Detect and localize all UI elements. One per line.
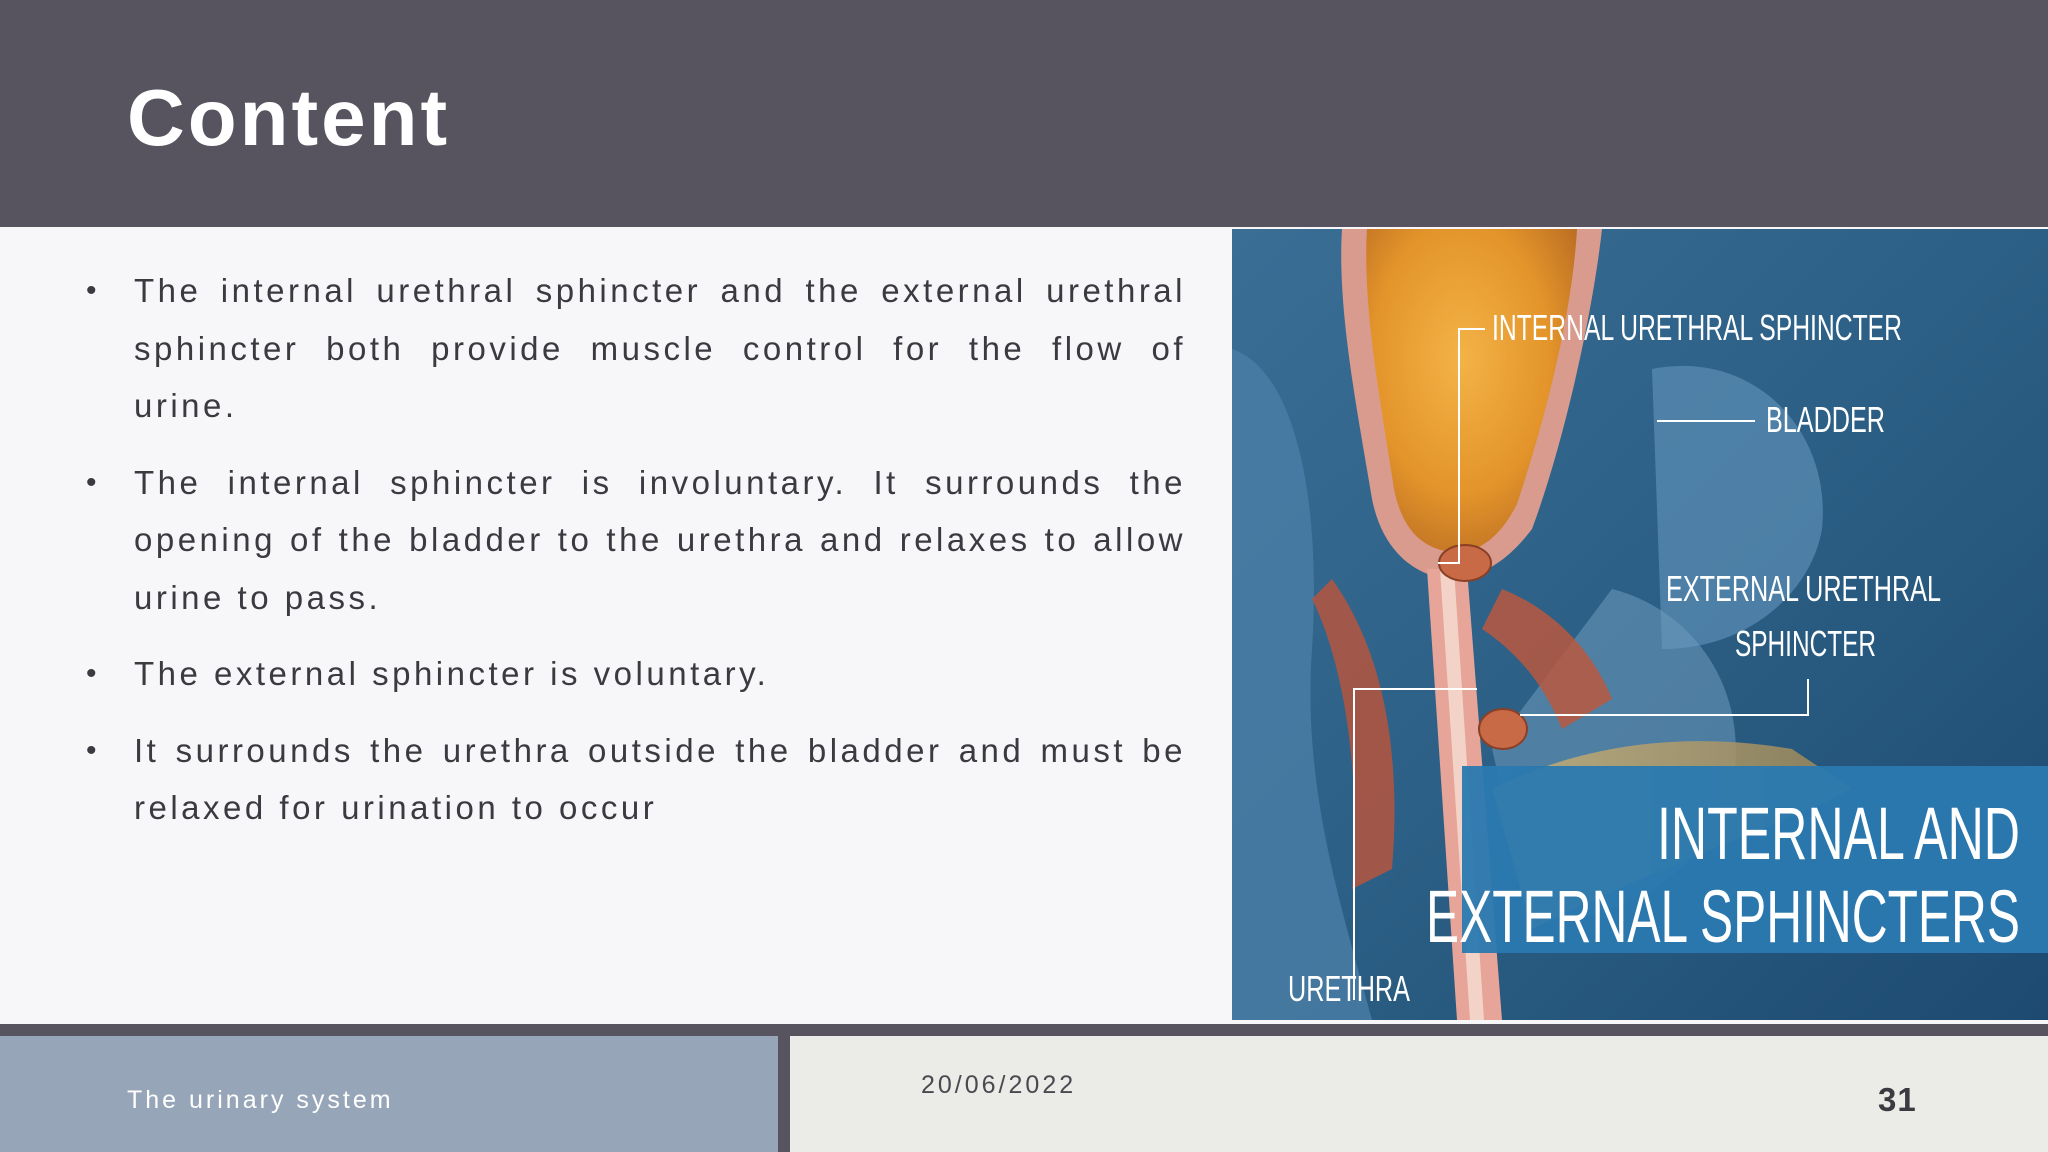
sphincter-diagram	[1232, 229, 2048, 1020]
banner-title-line2: EXTERNAL SPHINCTERS	[1426, 875, 2020, 958]
urethra-label: URETHRA	[1288, 968, 1410, 1009]
bullet-item: • The external sphincter is voluntary.	[86, 645, 1186, 703]
bullet-item: • It surrounds the urethra outside the bladder and must be relaxed for urination to occur	[86, 722, 1186, 837]
page-number: 31	[1878, 1081, 1917, 1118]
footer-presentation-title: The urinary system	[127, 1086, 394, 1114]
internal-sphincter-label: INTERNAL URETHRAL SPHINCTER	[1492, 307, 1902, 348]
footer-date: 20/06/2022	[921, 1071, 1077, 1099]
bullet-item: • The internal sphincter is involuntary. It surrounds the opening of the bladder to the urethra and relaxes to allow urine to pass.	[86, 454, 1186, 627]
bullet-item: • The internal urethral sphincter and the external urethral sphincter both provide muscle control for the flow of urine.	[86, 262, 1186, 435]
slide-title: Content	[127, 73, 451, 162]
external-sphincter-marker	[1479, 709, 1527, 749]
footer-separator	[0, 1024, 2048, 1036]
bullet-list	[86, 262, 1186, 856]
external-sphincter-label-line2: SPHINCTER	[1735, 623, 1876, 664]
anatomy-illustration	[1232, 229, 2048, 1020]
footer-divider	[778, 1036, 790, 1152]
external-sphincter-label-line1: EXTERNAL URETHRAL	[1666, 568, 1941, 609]
bladder-label: BLADDER	[1766, 399, 1885, 440]
slide-header	[0, 0, 2048, 227]
banner-title-line1: INTERNAL AND	[1657, 792, 2020, 875]
